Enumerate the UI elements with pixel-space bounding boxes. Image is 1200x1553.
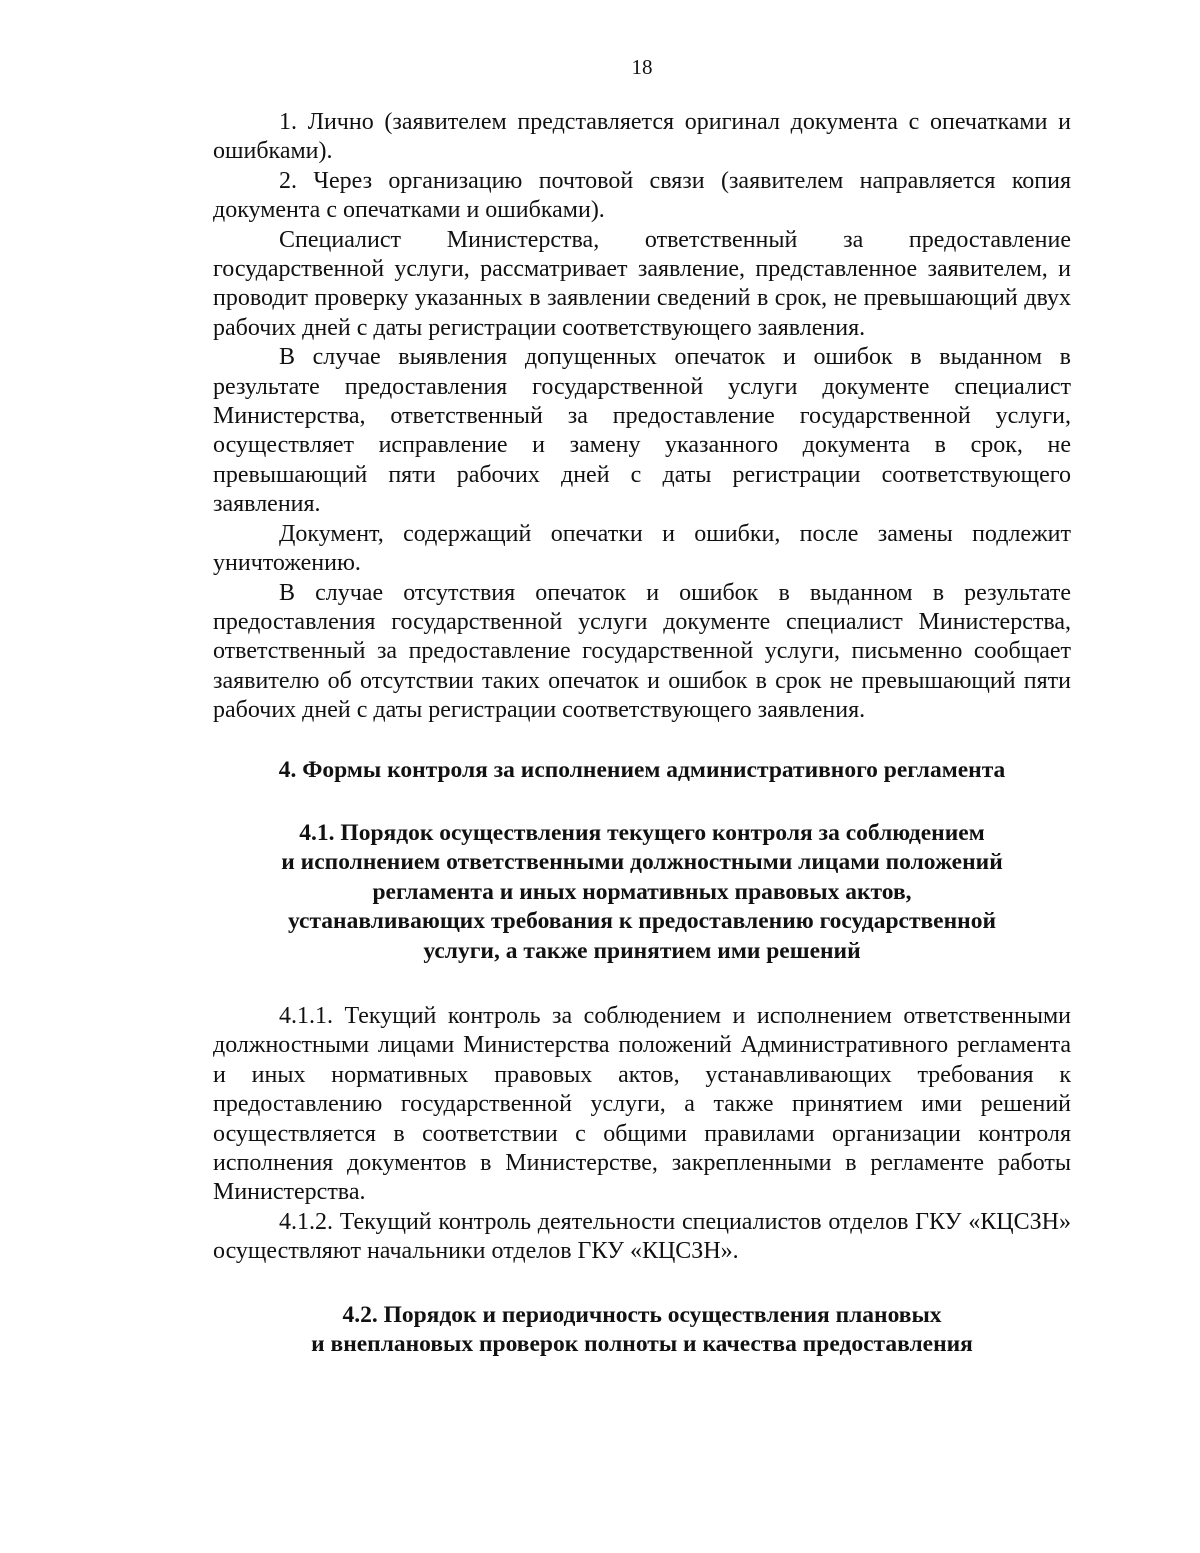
paragraph-errors-found: В случае выявления допущенных опечаток и ошибок в выданном в результате предоставления государственной услуги документе специалист Министерства, ответственный за предоставление государственной услуги, осуществляет исправление и замену указанного документа в срок, не превышающий пяти рабочих дней с даты регистрации соответствующего заявления.	[213, 344, 1071, 518]
paragraph-item-1-in-person: 1. Лично (заявителем представляется оригинал документа с опечатками и ошибками).	[213, 109, 1071, 165]
heading-line: регламента и иных нормативных правовых актов,	[372, 878, 912, 905]
paragraph-item-2-by-post: 2. Через организацию почтовой связи (заявителем направляется копия документа с опечатками и ошибками).	[213, 167, 1071, 224]
section-4-heading: 4. Формы контроля за исполнением административного регламента	[278, 756, 1006, 783]
heading-line: 4.1. Порядок осуществления текущего контроля за соблюдением	[299, 819, 985, 846]
paragraph-4-1-2: 4.1.2. Текущий контроль деятельности специалистов отделов ГКУ «КЦСЗН» осуществляют начальники отделов ГКУ «КЦСЗН».	[213, 1208, 1071, 1265]
document-body	[213, 108, 1071, 1359]
section-4-2-heading	[213, 1301, 1071, 1360]
page-number: 18	[631, 55, 653, 79]
paragraph-no-errors-found: В случае отсутствия опечаток и ошибок в выданном в результате предоставления государственной услуги документе специалист Министерства, ответственный за предоставление государственной услуги, письменно сообщает заявителю об отсутствии таких опечаток и ошибок в срок не превышающий пяти рабочих дней с даты регистрации соответствующего заявления.	[213, 579, 1071, 724]
paragraph-4-1-1: 4.1.1. Текущий контроль за соблюдением и исполнением ответственными должностными лицами Министерства положений Административного регламента и иных нормативных правовых актов, устанавливающих требования к предоставлению государственной услуги, а также принятием ими решений осуществляется в соответствии с общими правилами организации контроля исполнения документов в Министерстве, закрепленными в регламенте работы Министерства.	[213, 1002, 1071, 1206]
heading-line: устанавливающих требования к предоставлению государственной	[288, 908, 996, 935]
heading-line: и внеплановых проверок полноты и качества предоставления	[311, 1331, 973, 1358]
heading-line: 4.2. Порядок и периодичность осуществления плановых	[342, 1301, 942, 1328]
paragraph-specialist-review: Специалист Министерства, ответственный за предоставление государственной услуги, рассматривает заявление, представленное заявителем, и проводит проверку указанных в заявлении сведений в срок, не превышающий двух рабочих дней с даты регистрации соответствующего заявления.	[213, 226, 1071, 341]
paragraph-document-destruction: Документ, содержащий опечатки и ошибки, после замены подлежит уничтожению.	[213, 520, 1071, 577]
heading-line: и исполнением ответственными должностными лицами положений	[281, 849, 1003, 876]
heading-line: услуги, а также принятием ими решений	[423, 937, 861, 964]
section-4-1-heading	[213, 819, 1071, 966]
